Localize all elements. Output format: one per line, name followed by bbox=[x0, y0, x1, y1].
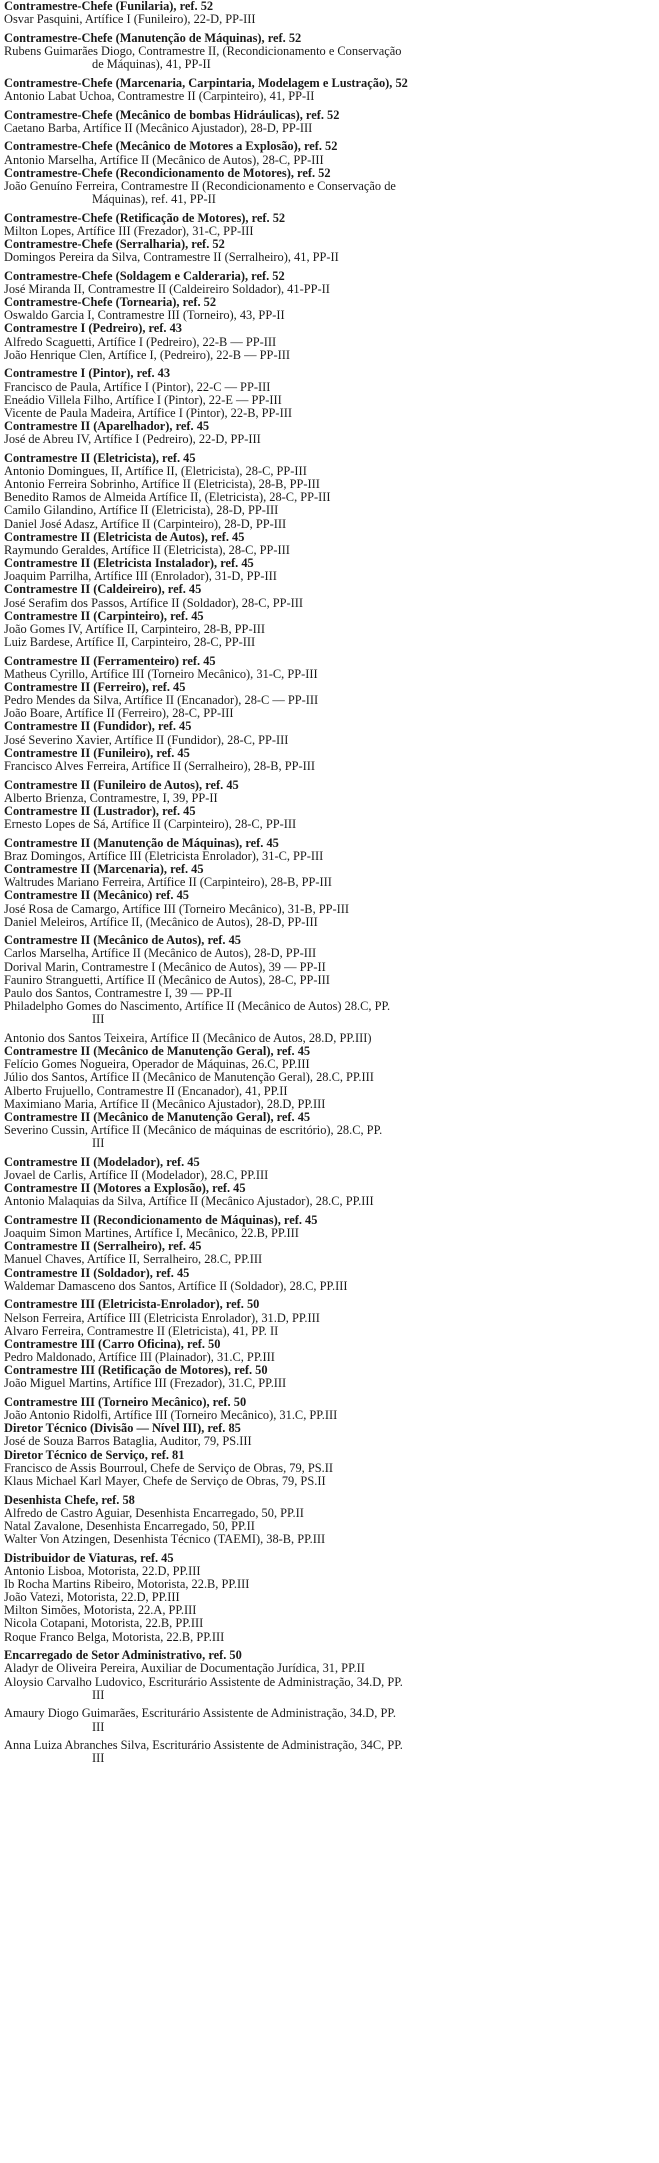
entry-line: Benedito Ramos de Almeida Artífice II, (Eletricista), 28-C, PP-III bbox=[4, 491, 331, 505]
section-heading: Contramestre II (Marcenaria), ref. 45 bbox=[4, 863, 204, 877]
section-heading: Contramestre II (Recondicionamento de Máquinas), ref. 45 bbox=[4, 1213, 318, 1227]
section-heading: Contramestre II (Lustrador), ref. 45 bbox=[4, 804, 196, 818]
section-heading: Contramestre III (Torneiro Mecânico), ref. 50 bbox=[4, 1395, 247, 1409]
continuation-line: III bbox=[92, 1688, 105, 1702]
entry-line: Alvaro Ferreira, Contramestre II (Eletricista), 41, PP. II bbox=[4, 1324, 279, 1338]
entry-line: Ernesto Lopes de Sá, Artífice II (Carpinteiro), 28-C, PP-III bbox=[4, 818, 297, 832]
section-heading: Contramestre II (Mecânico de Manutenção Geral), ref. 45 bbox=[4, 1045, 311, 1059]
entry-line: João Genuíno Ferreira, Contramestre II (Recondicionamento e Conservação de bbox=[4, 179, 396, 193]
entry-line: Francisco Alves Ferreira, Artífice II (Serralheiro), 28-B, PP-III bbox=[4, 759, 316, 773]
continuation-line: III bbox=[92, 1720, 105, 1734]
section-heading: Contramestre-Chefe (Retificação de Motores), ref. 52 bbox=[4, 211, 286, 225]
section-heading: Contramestre II (Carpinteiro), ref. 45 bbox=[4, 609, 204, 623]
entry-line: Caetano Barba, Artífice II (Mecânico Ajustador), 28-D, PP-III bbox=[4, 121, 313, 135]
entry-line: Alberto Frujuello, Contramestre II (Encanador), 41, PP.II bbox=[4, 1084, 288, 1098]
section-heading: Contramestre II (Motores a Explosão), ref. 45 bbox=[4, 1182, 246, 1196]
entry-line: José Severino Xavier, Artífice II (Fundidor), 28-C, PP-III bbox=[4, 733, 289, 747]
entry-line: José Rosa de Camargo, Artífice III (Torneiro Mecânico), 31-B, PP-III bbox=[4, 902, 350, 916]
entry-line: Severino Cussin, Artífice II (Mecânico de máquinas de escritório), 28.C, PP. bbox=[4, 1124, 383, 1137]
entry-line: Nicola Cotapani, Motorista, 22.B, PP.III bbox=[4, 1617, 204, 1631]
entry-line: Nelson Ferreira, Artífice III (Eletricista Enrolador), 31.D, PP.III bbox=[4, 1311, 320, 1325]
section-heading: Contramestre III (Carro Oficina), ref. 50 bbox=[4, 1337, 221, 1351]
section-heading: Contramestre II (Eletricista), ref. 45 bbox=[4, 451, 196, 465]
section-heading: Contramestre II (Manutenção de Máquinas), ref. 45 bbox=[4, 836, 279, 850]
section-heading: Contramestre II (Modelador), ref. 45 bbox=[4, 1155, 200, 1169]
entry-line: Antonio dos Santos Teixeira, Artífice II (Mecânico de Autos, 28.D, PP.III) bbox=[4, 1031, 372, 1045]
entry-line: Aloysio Carvalho Ludovico, Escriturário Assistente de Administração, 34.D, PP. bbox=[4, 1675, 403, 1689]
entry-line: Raymundo Geraldes, Artífice II (Eletricista), 28-C, PP-III bbox=[4, 543, 290, 557]
section-heading: Contramestre II (Ferreiro), ref. 45 bbox=[4, 681, 186, 694]
entry-line: Dorival Marin, Contramestre I (Mecânico de Autos), 39 — PP-II bbox=[4, 960, 326, 974]
entry-line: Walter Von Atzingen, Desenhista Técnico (TAEMI), 38-B, PP.III bbox=[4, 1533, 326, 1547]
section-heading: Desenhista Chefe, ref. 58 bbox=[4, 1493, 135, 1507]
entry-line: José de Abreu IV, Artífice I (Pedreiro), 22-D, PP-III bbox=[4, 433, 261, 447]
entry-line: João Vatezi, Motorista, 22.D, PP.III bbox=[4, 1591, 180, 1605]
entry-line: Maximiano Maria, Artífice II (Mecânico Ajustador), 28.D, PP.III bbox=[4, 1097, 326, 1111]
entry-line: Pedro Mendes da Silva, Artífice II (Encanador), 28-C — PP-III bbox=[4, 694, 319, 708]
entry-line: Fauniro Stranguetti, Artífice II (Mecânico de Autos), 28-C, PP-III bbox=[4, 973, 330, 987]
entry-line: Antonio Lisboa, Motorista, 22.D, PP.III bbox=[4, 1564, 201, 1578]
section-heading: Contramestre-Chefe (Manutenção de Máquinas), ref. 52 bbox=[4, 31, 302, 45]
section-heading: Contramestre II (Mecânico) ref. 45 bbox=[4, 889, 189, 903]
entry-line: José Serafim dos Passos, Artífice II (Soldador), 28-C, PP-III bbox=[4, 596, 304, 610]
continuation-line: III bbox=[92, 1137, 105, 1151]
section-heading: Contramestre II (Mecânico de Autos), ref. 45 bbox=[4, 934, 241, 948]
section-heading: Encarregado de Setor Administrativo, ref. 50 bbox=[4, 1649, 242, 1663]
entry-line: Natal Zavalone, Desenhista Encarregado, 50, PP.II bbox=[4, 1519, 255, 1533]
entry-line: Manuel Chaves, Artífice II, Serralheiro, 28.C, PP.III bbox=[4, 1253, 263, 1267]
continuation-line: Máquinas), ref. 41, PP-II bbox=[92, 193, 216, 207]
section-heading: Contramestre II (Funileiro), ref. 45 bbox=[4, 746, 190, 760]
entry-line: Braz Domingos, Artífice III (Eletricista Enrolador), 31-C, PP-III bbox=[4, 849, 324, 863]
entry-line: Ib Rocha Martins Ribeiro, Motorista, 22.B, PP.III bbox=[4, 1578, 250, 1591]
entry-line: Júlio dos Santos, Artífice II (Mecânico de Manutenção Geral), 28.C, PP.III bbox=[4, 1071, 374, 1085]
entry-line: Vicente de Paula Madeira, Artífice I (Pintor), 22-B, PP-III bbox=[4, 406, 292, 420]
section-heading: Contramestre-Chefe (Tornearia), ref. 52 bbox=[4, 296, 217, 310]
section-heading: Contramestre-Chefe (Mecânico de bombas Hidráulicas), ref. 52 bbox=[4, 108, 340, 122]
section-heading: Contramestre-Chefe (Mecânico de Motores a Explosão), ref. 52 bbox=[4, 140, 338, 154]
section-heading: Contramestre II (Soldador), ref. 45 bbox=[4, 1266, 190, 1280]
entry-line: Alfredo de Castro Aguiar, Desenhista Encarregado, 50, PP.II bbox=[4, 1506, 304, 1520]
section-heading: Contramestre II (Caldeireiro), ref. 45 bbox=[4, 583, 202, 597]
entry-line: Luiz Bardese, Artífice II, Carpinteiro, 28-C, PP-III bbox=[4, 636, 256, 650]
entry-line: João Antonio Ridolfi, Artífice III (Torneiro Mecânico), 31.C, PP.III bbox=[4, 1409, 338, 1423]
entry-line: Roque Franco Belga, Motorista, 22.B, PP.III bbox=[4, 1630, 225, 1644]
section-heading: Contramestre I (Pedreiro), ref. 43 bbox=[4, 322, 182, 336]
section-heading: Distribuidor de Viaturas, ref. 45 bbox=[4, 1551, 174, 1565]
entry-line: Waltrudes Mariano Ferreira, Artífice II (Carpinteiro), 28-B, PP-III bbox=[4, 876, 332, 890]
entry-line: Joaquim Simon Martines, Artífice I, Mecânico, 22.B, PP.III bbox=[4, 1227, 299, 1241]
entry-line: Joaquim Parrilha, Artífice III (Enrolador), 31-D, PP-III bbox=[4, 570, 277, 584]
section-heading: Diretor Técnico de Serviço, ref. 81 bbox=[4, 1448, 185, 1462]
entry-line: João Henrique Clen, Artífice I, (Pedreiro), 22-B — PP-III bbox=[4, 348, 290, 362]
entry-line: José de Souza Barros Bataglia, Auditor, 79, PS.III bbox=[4, 1435, 252, 1449]
entry-line: Daniel José Adasz, Artífice II (Carpinteiro), 28-D, PP-III bbox=[4, 517, 287, 531]
section-heading: Contramestre-Chefe (Serralharia), ref. 52 bbox=[4, 238, 225, 251]
section-heading: Contramestre II (Eletricista de Autos), ref. 45 bbox=[4, 530, 245, 544]
section-heading: Contramestre III (Eletricista-Enrolador), ref. 50 bbox=[4, 1298, 260, 1312]
entry-line: Carlos Marselha, Artífice II (Mecânico de Autos), 28-D, PP-III bbox=[4, 947, 317, 961]
entry-line: Francisco de Assis Bourroul, Chefe de Serviço de Obras, 79, PS.II bbox=[4, 1461, 333, 1475]
section-heading: Contramestre-Chefe (Soldagem e Calderaria), ref. 52 bbox=[4, 269, 285, 283]
entry-line: Klaus Michael Karl Mayer, Chefe de Serviço de Obras, 79, PS.II bbox=[4, 1474, 326, 1488]
section-heading: Contramestre-Chefe (Marcenaria, Carpintaria, Modelagem e Lustração), 52 bbox=[4, 76, 408, 90]
entry-line: Alfredo Scaguetti, Artífice I (Pedreiro), 22-B — PP-III bbox=[4, 335, 277, 349]
section-heading: Contramestre II (Serralheiro), ref. 45 bbox=[4, 1240, 202, 1254]
section-heading: Diretor Técnico (Divisão — Nível III), ref. 85 bbox=[4, 1422, 241, 1436]
entry-line: Aladyr de Oliveira Pereira, Auxiliar de Documentação Jurídica, 31, PP.II bbox=[4, 1662, 365, 1676]
entry-line: Philadelpho Gomes do Nascimento, Artífice II (Mecânico de Autos) 28.C, PP. bbox=[4, 1000, 391, 1014]
section-heading: Contramestre II (Funileiro de Autos), ref. 45 bbox=[4, 778, 239, 792]
entry-line: Paulo dos Santos, Contramestre I, 39 — PP-II bbox=[4, 986, 233, 1000]
entry-line: Waldemar Damasceno dos Santos, Artífice II (Soldador), 28.C, PP.III bbox=[4, 1279, 348, 1293]
section-heading: Contramestre-Chefe (Recondicionamento de Motores), ref. 52 bbox=[4, 166, 331, 180]
section-heading: Contramestre I (Pintor), ref. 43 bbox=[4, 367, 171, 381]
section-heading: Contramestre III (Retificação de Motores), ref. 50 bbox=[4, 1364, 268, 1378]
entry-line: Milton Simões, Motorista, 22.A, PP.III bbox=[4, 1604, 197, 1618]
entry-line: Antonio Marselha, Artífice II (Mecânico de Autos), 28-C, PP-III bbox=[4, 153, 324, 167]
entry-line: Anna Luiza Abranches Silva, Escriturário Assistente de Administração, 34C, PP. bbox=[4, 1739, 403, 1753]
document-column bbox=[4, 0, 654, 1766]
entry-line: Milton Lopes, Artífice III (Frezador), 31-C, PP-III bbox=[4, 224, 254, 238]
entry-line: Jovael de Carlis, Artífice II (Modelador), 28.C, PP.III bbox=[4, 1168, 269, 1182]
section-heading: Contramestre-Chefe (Funilaria), ref. 52 bbox=[4, 0, 214, 13]
entry-line: Camilo Gilandino, Artífice II (Eletricista), 28-D, PP-III bbox=[4, 504, 279, 518]
entry-line: José Miranda II, Contramestre II (Caldeireiro Soldador), 41-PP-II bbox=[4, 282, 330, 296]
entry-line: Amaury Diogo Guimarães, Escriturário Assistente de Administração, 34.D, PP. bbox=[4, 1707, 396, 1721]
section-heading: Contramestre II (Mecânico de Manutenção Geral), ref. 45 bbox=[4, 1110, 311, 1124]
entry-line: Osvar Pasquini, Artífice I (Funileiro), 22-D, PP-III bbox=[4, 13, 256, 27]
entry-line: Antonio Malaquias da Silva, Artífice II (Mecânico Ajustador), 28.C, PP.III bbox=[4, 1195, 374, 1209]
entry-line: Oswaldo Garcia I, Contramestre III (Torneiro), 43, PP-II bbox=[4, 309, 285, 323]
continuation-line: III bbox=[92, 1013, 105, 1027]
entry-line: Antonio Labat Uchoa, Contramestre II (Carpinteiro), 41, PP-II bbox=[4, 89, 315, 103]
entry-line: Domingos Pereira da Silva, Contramestre II (Serralheiro), 41, PP-II bbox=[4, 251, 339, 265]
entry-line: Francisco de Paula, Artífice I (Pintor), 22-C — PP-III bbox=[4, 380, 271, 394]
section-heading: Contramestre II (Fundidor), ref. 45 bbox=[4, 720, 192, 734]
entry-line: Felício Gomes Nogueira, Operador de Máquinas, 26.C, PP.III bbox=[4, 1058, 310, 1072]
continuation-line: de Máquinas), 41, PP-II bbox=[92, 58, 211, 72]
entry-line: Alberto Brienza, Contramestre, I, 39, PP-II bbox=[4, 791, 218, 805]
entry-line: João Miguel Martins, Artífice III (Frezador), 31.C, PP.III bbox=[4, 1377, 287, 1391]
section-heading: Contramestre II (Aparelhador), ref. 45 bbox=[4, 420, 210, 434]
entry-line: Rubens Guimarães Diogo, Contramestre II, (Recondicionamento e Conservação bbox=[4, 44, 402, 58]
continuation-line: III bbox=[92, 1752, 105, 1766]
entry-line: Antonio Domingues, II, Artífice II, (Eletricista), 28-C, PP-III bbox=[4, 465, 307, 478]
section-heading: Contramestre II (Ferramenteiro) ref. 45 bbox=[4, 654, 216, 668]
entry-line: Eneádio Villela Filho, Artífice I (Pintor), 22-E — PP-III bbox=[4, 393, 282, 407]
entry-line: João Boare, Artífice II (Ferreiro), 28-C, PP-III bbox=[4, 707, 234, 721]
entry-line: Antonio Ferreira Sobrinho, Artífice II (Eletricista), 28-B, PP-III bbox=[4, 478, 320, 492]
entry-line: Matheus Cyrillo, Artífice III (Torneiro Mecânico), 31-C, PP-III bbox=[4, 667, 318, 681]
entry-line: Pedro Maldonado, Artífice III (Plainador), 31.C, PP.III bbox=[4, 1351, 275, 1364]
entry-line: João Gomes IV, Artífice II, Carpinteiro, 28-B, PP-III bbox=[4, 622, 265, 636]
entry-line: Daniel Meleiros, Artífice II, (Mecânico de Autos), 28-D, PP-III bbox=[4, 915, 318, 929]
section-heading: Contramestre II (Eletricista Instalador), ref. 45 bbox=[4, 557, 254, 571]
